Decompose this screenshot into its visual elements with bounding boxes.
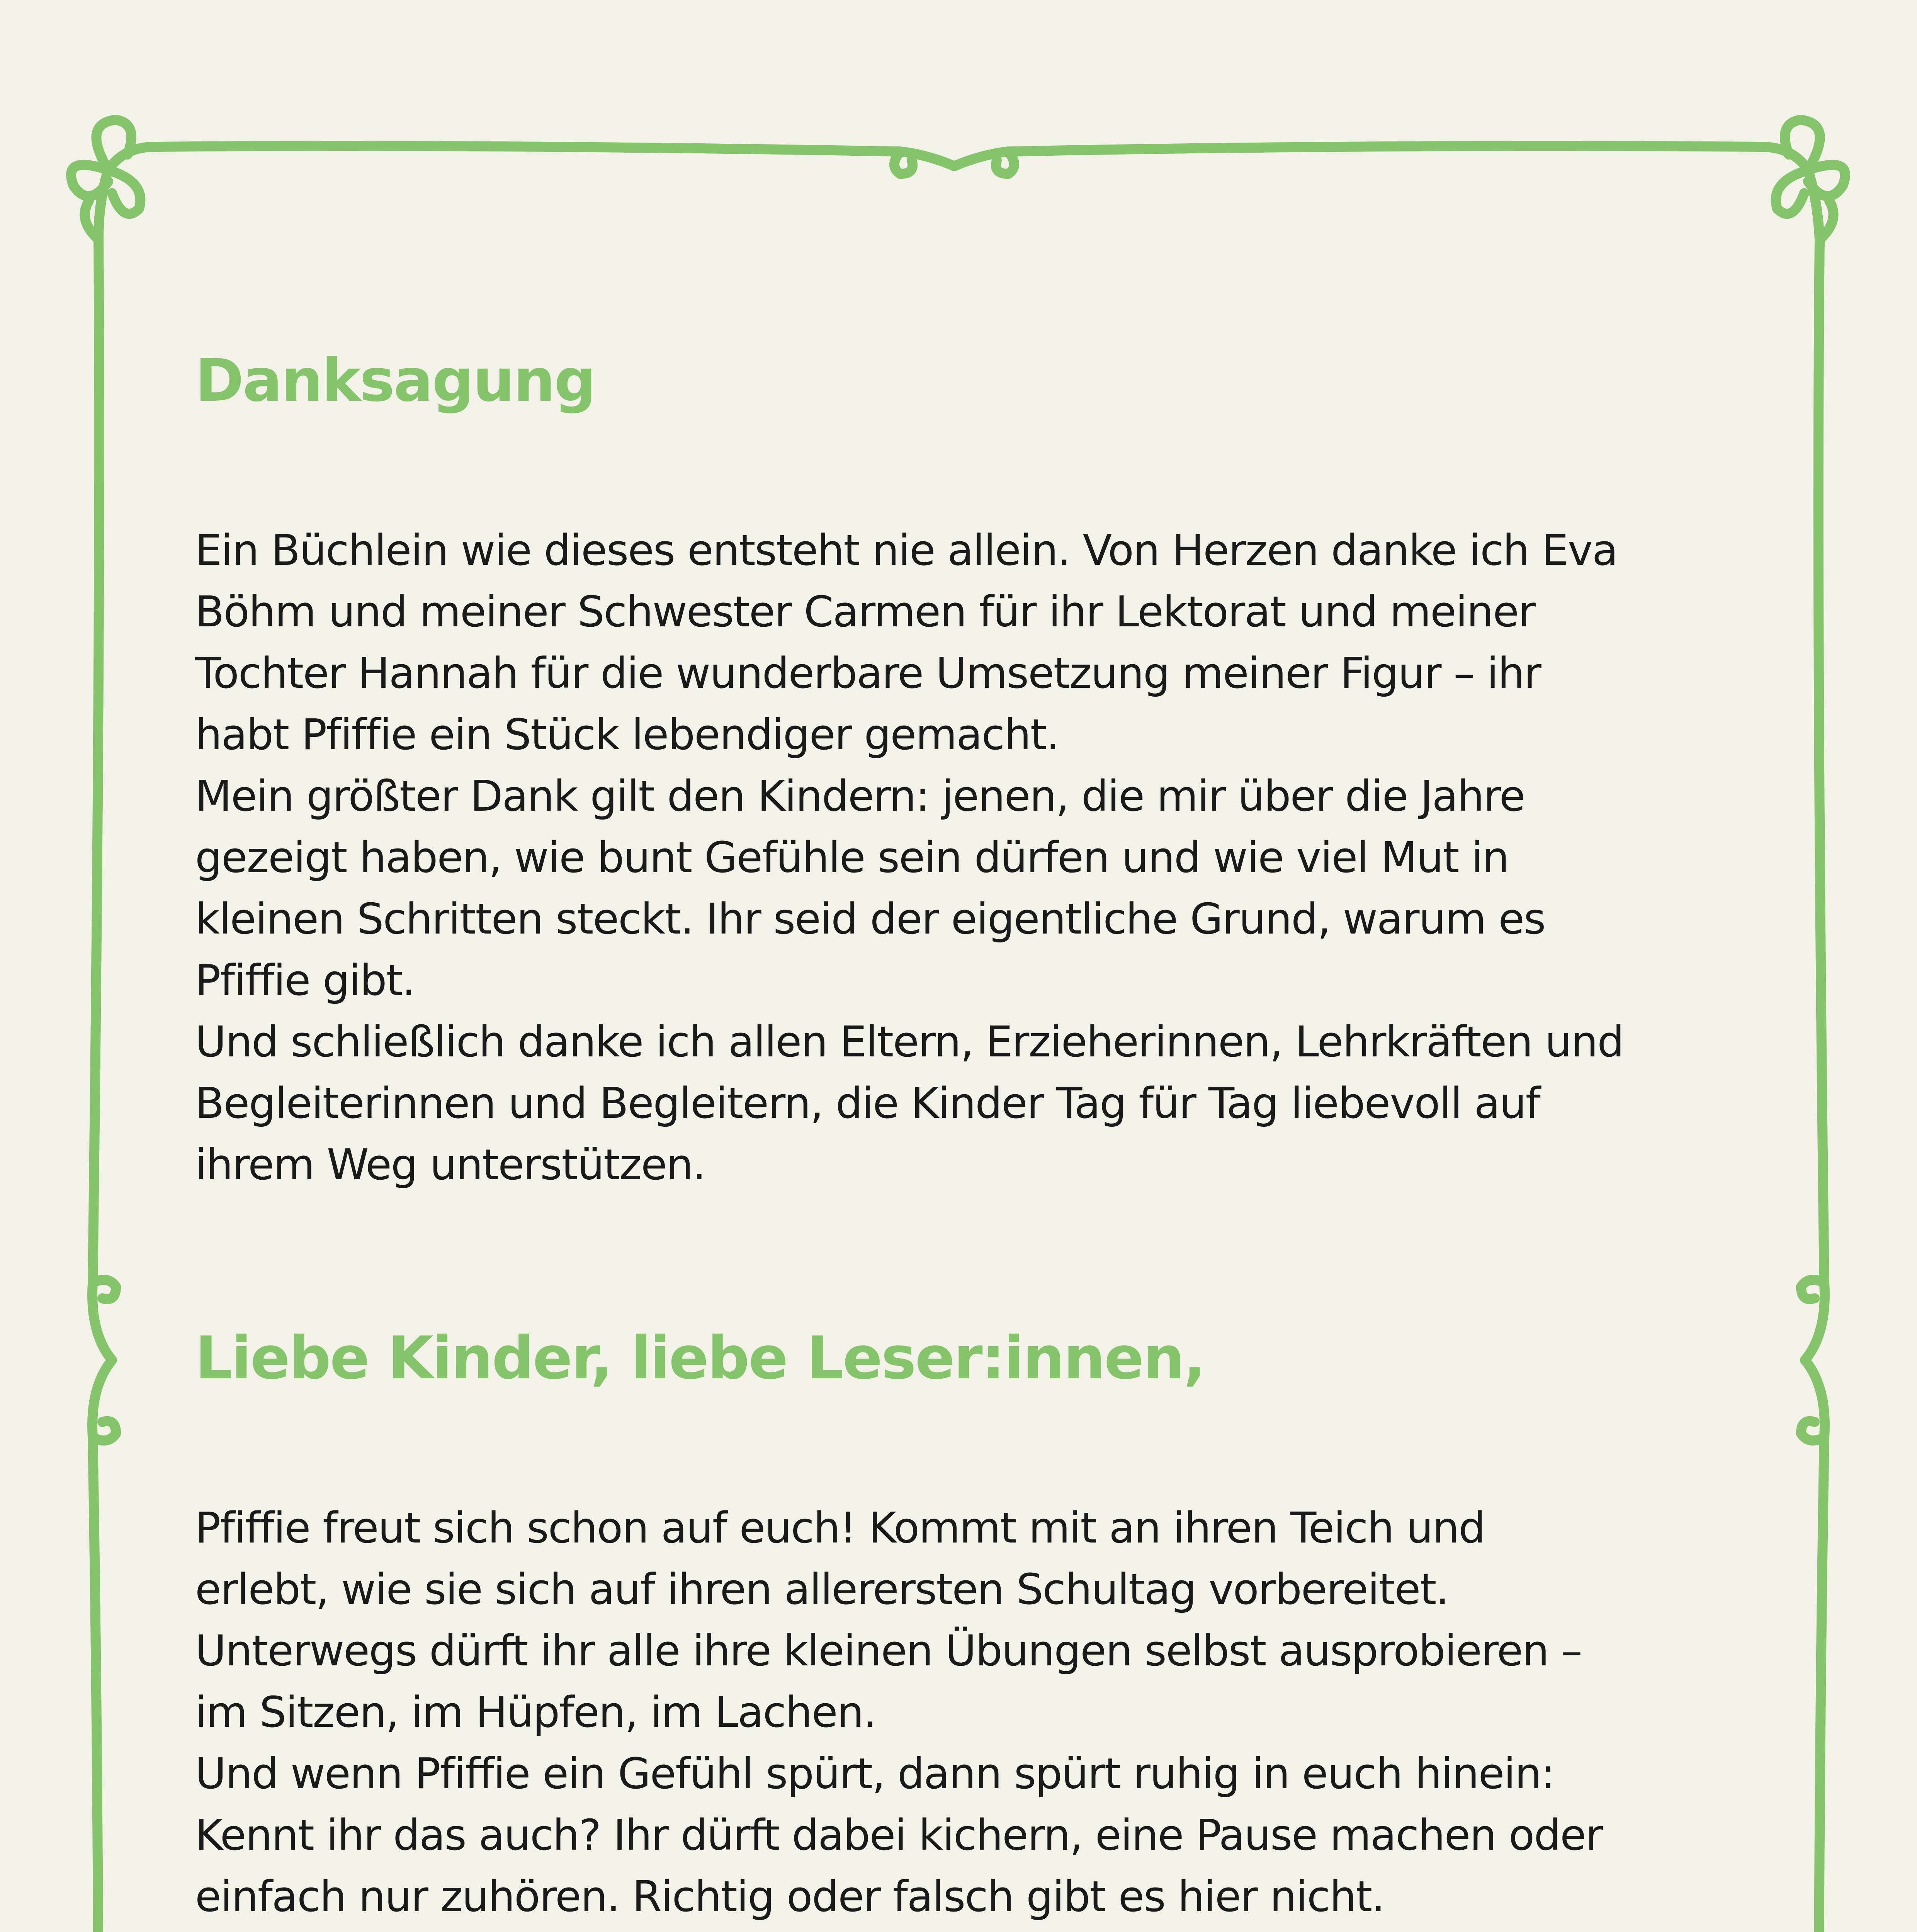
text-line: Und schließlich danke ich allen Eltern, Erzieherinnen, Lehrkräften und	[195, 1017, 1624, 1066]
corner-flourish-top-left	[71, 120, 155, 240]
text-line: Böhm und meiner Schwester Carmen für ihr Lektorat und meiner	[195, 587, 1535, 636]
text-line: Kennt ihr das auch? Ihr dürft dabei kichern, eine Pause machen oder	[195, 1810, 1603, 1860]
frame-top-edge	[155, 146, 1762, 166]
text-line: Unterwegs dürft ihr alle ihre kleinen Übungen selbst ausprobieren –	[195, 1626, 1582, 1675]
heading-greeting: Liebe Kinder, liebe Leser:innen,	[195, 1324, 1205, 1392]
text-line: Und wenn Pfiffie ein Gefühl spürt, dann spürt ruhig in euch hinein:	[195, 1749, 1555, 1798]
text-line: Ein Büchlein wie dieses entsteht nie allein. Von Herzen danke ich Eva	[195, 526, 1618, 575]
text-line: erlebt, wie sie sich auf ihren allerersten Schultag vorbereitet.	[195, 1565, 1449, 1614]
text-line: Pfiffie freut sich schon auf euch! Kommt mit an ihren Teich und	[195, 1503, 1485, 1553]
text-line: Tochter Hannah für die wunderbare Umsetzung meiner Figur – ihr	[195, 648, 1541, 698]
text-line: habt Pfiffie ein Stück lebendiger gemacht.	[195, 710, 1059, 759]
paragraph-children	[195, 1497, 1818, 1927]
text-line: Pfiffie gibt.	[195, 956, 415, 1005]
text-line: einfach nur zuhören. Richtig oder falsch gibt es hier nicht.	[195, 1872, 1385, 1921]
text-line: Mein größter Dank gilt den Kindern: jenen, die mir über die Jahre	[195, 771, 1525, 821]
heading-danksagung: Danksagung	[195, 346, 595, 415]
text-line: Begleiterinnen und Begleitern, die Kinder Tag für Tag liebevoll auf	[195, 1078, 1540, 1128]
corner-flourish-top-right	[1762, 120, 1845, 240]
text-line: kleinen Schritten steckt. Ihr seid der eigentliche Grund, warum es	[195, 894, 1545, 944]
paragraph-acknowledgements	[195, 520, 1818, 1196]
frame-left-edge	[92, 240, 112, 1932]
text-line: ihrem Weg unterstützen.	[195, 1140, 705, 1189]
text-line: gezeigt haben, wie bunt Gefühle sein dürfen und wie viel Mut in	[195, 833, 1509, 882]
text-line: im Sitzen, im Hüpfen, im Lachen.	[195, 1687, 876, 1737]
